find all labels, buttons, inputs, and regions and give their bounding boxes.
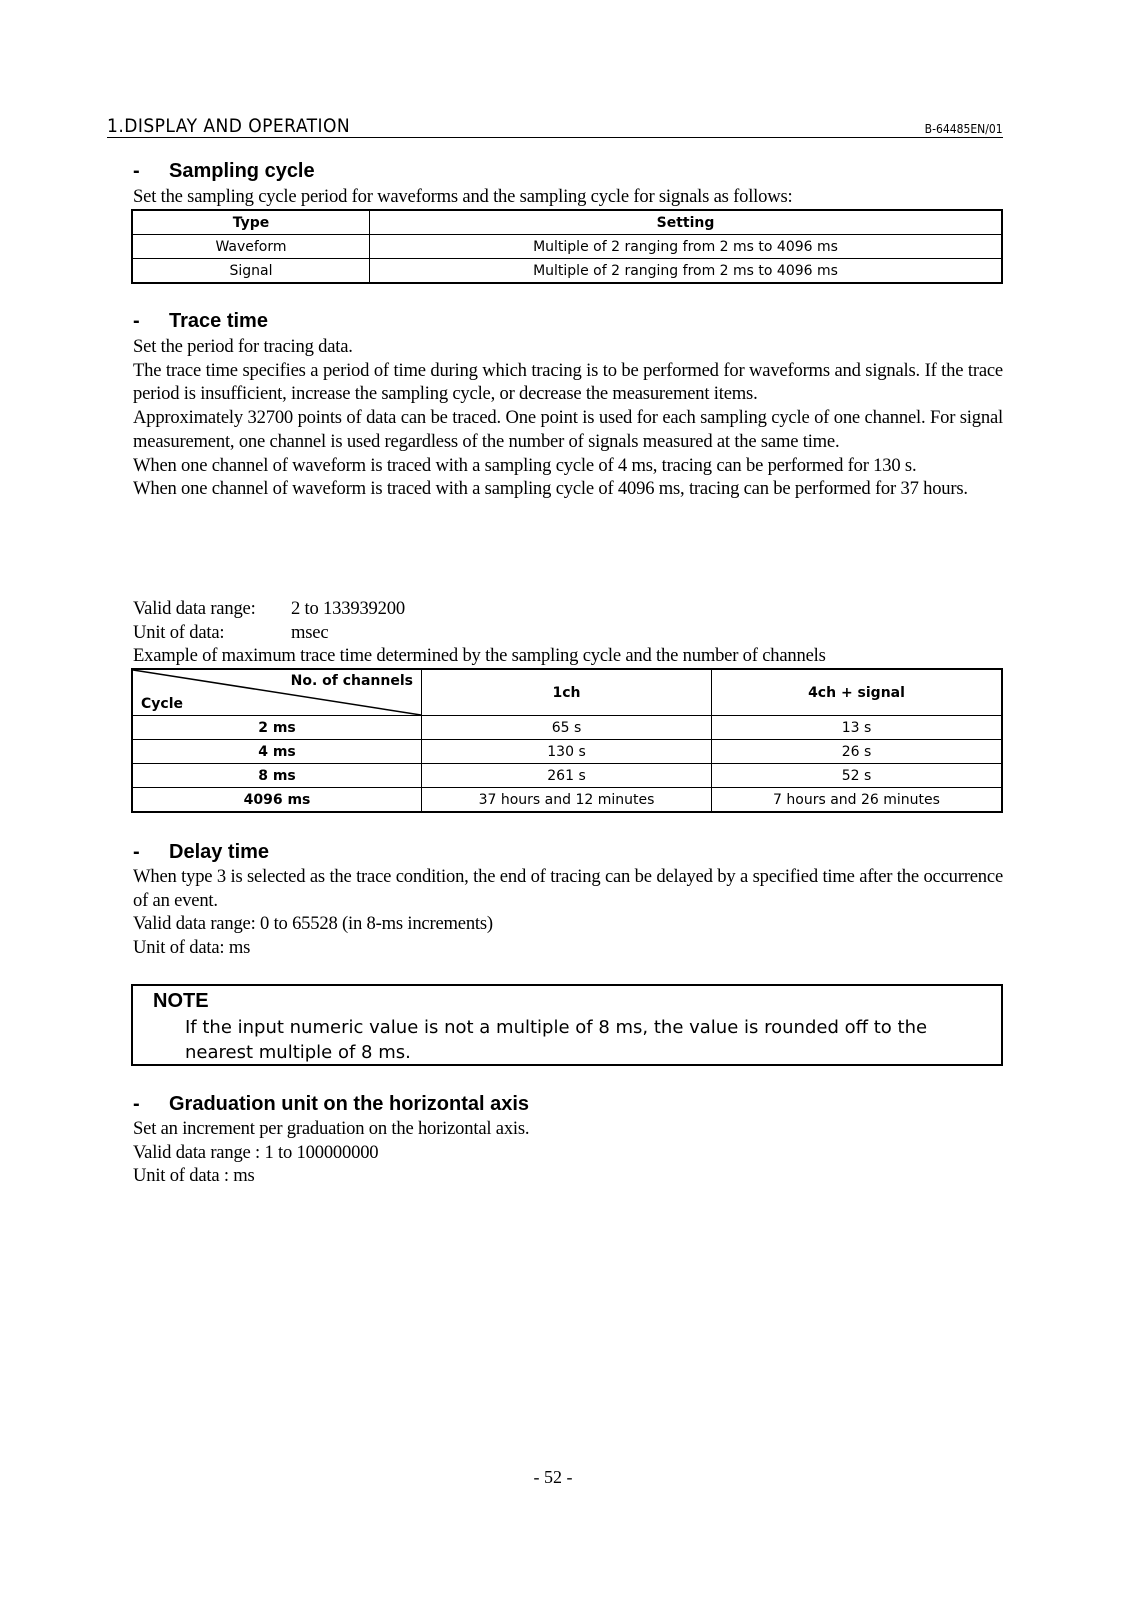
column-header: 1ch (422, 669, 712, 716)
row-header: 2 ms (132, 716, 422, 740)
section-heading-sampling-cycle (133, 160, 315, 183)
table-header-row (132, 210, 1002, 235)
page-header (107, 114, 1003, 138)
column-header: 4ch + signal (712, 669, 1003, 716)
table-row (132, 740, 1002, 764)
sampling-cycle-table (131, 209, 1003, 284)
table-row (132, 788, 1002, 813)
row-axis-label: Cycle (141, 696, 183, 712)
page-number: - 52 - (533, 1467, 573, 1487)
paragraph: Unit of data: ms (133, 937, 251, 959)
table-cell: 65 s (422, 716, 712, 740)
section-heading-trace-time (133, 310, 268, 333)
paragraph: Valid data range: 0 to 65528 (in 8-ms increments) (133, 913, 493, 935)
paragraph: When type 3 is selected as the trace condition, the end of tracing can be delayed by a specified time after the occurrence of an event. (133, 866, 1003, 911)
table-cell: 7 hours and 26 minutes (712, 788, 1003, 813)
note-label: NOTE (153, 990, 209, 1012)
bullet-dash: - (133, 841, 140, 863)
note-box (131, 984, 1003, 1066)
bullet-dash: - (133, 160, 140, 182)
paragraph: The trace time specifies a period of time during which tracing is to be performed for waveforms and signals. If the trace period is insufficient, increase the sampling cycle, or decrease the measurement items. (133, 359, 1003, 405)
table-header-row (132, 669, 1002, 716)
table-row (132, 764, 1002, 788)
label: Valid data range: (133, 598, 256, 619)
column-header: Type (132, 210, 370, 235)
bullet-dash: - (133, 1093, 140, 1115)
sampling-intro (133, 185, 1003, 209)
paragraph: Set the period for tracing data. (133, 336, 353, 357)
value: 2 to 133939200 (291, 598, 405, 619)
heading-text: Sampling cycle (169, 160, 315, 182)
row-header: 4 ms (132, 740, 422, 764)
table-row (132, 235, 1002, 259)
table-caption: Example of maximum trace time determined by the sampling cycle and the number of channels (133, 645, 826, 667)
paragraph: Unit of data : ms (133, 1165, 255, 1187)
unit-line (133, 621, 1003, 645)
table-cell: 26 s (712, 740, 1003, 764)
note-text: If the input numeric value is not a multiple of 8 ms, the value is rounded off to the nearest multiple of 8 ms. (185, 1017, 928, 1063)
chapter-title: 1.DISPLAY AND OPERATION (107, 115, 351, 137)
valid-range-line (133, 597, 1003, 621)
heading-text: Graduation unit on the horizontal axis (169, 1093, 530, 1115)
row-header: 4096 ms (132, 788, 422, 813)
bullet-dash: - (133, 310, 140, 332)
paragraph: Approximately 32700 points of data can be traced. One point is used for each sampling cycle of one channel. For signal measurement, one channel is used regardless of the number of signals measured at the same time. (133, 407, 1003, 452)
section-heading-graduation-unit (133, 1093, 529, 1116)
diagonal-header-cell (132, 669, 422, 716)
table-cell: Multiple of 2 ranging from 2 ms to 4096 ms (370, 259, 1003, 284)
table-cell: Waveform (132, 235, 370, 259)
trace-time-range (133, 597, 1003, 668)
table-row (132, 716, 1002, 740)
row-header: 8 ms (132, 764, 422, 788)
table-cell: Multiple of 2 ranging from 2 ms to 4096 ms (370, 235, 1003, 259)
trace-time-body (133, 335, 1003, 501)
table-cell: 13 s (712, 716, 1003, 740)
heading-text: Trace time (169, 310, 268, 332)
table-cell: 52 s (712, 764, 1003, 788)
paragraph: Set the sampling cycle period for waveforms and the sampling cycle for signals as follows: (133, 186, 793, 207)
delay-time-body (133, 865, 1003, 960)
document-code: B-64485EN/01 (925, 122, 1003, 136)
table-cell: Signal (132, 259, 370, 284)
graduation-body (133, 1117, 1003, 1188)
table-cell: 261 s (422, 764, 712, 788)
column-axis-label: No. of channels (290, 673, 413, 689)
section-heading-delay-time (133, 841, 269, 864)
table-cell: 37 hours and 12 minutes (422, 788, 712, 813)
heading-text: Delay time (169, 841, 270, 863)
paragraph: When one channel of waveform is traced with a sampling cycle of 4 ms, tracing can be performed for 130 s. (133, 454, 917, 476)
trace-time-table (131, 668, 1003, 813)
label: Unit of data: (133, 621, 225, 643)
table-cell: 130 s (422, 740, 712, 764)
paragraph: When one channel of waveform is traced with a sampling cycle of 4096 ms, tracing can be performed for 37 hours. (133, 478, 968, 500)
table-row (132, 259, 1002, 284)
paragraph: Valid data range : 1 to 100000000 (133, 1141, 379, 1163)
paragraph: Set an increment per graduation on the horizontal axis. (133, 1118, 530, 1139)
value: msec (291, 621, 329, 643)
column-header: Setting (370, 210, 1003, 235)
